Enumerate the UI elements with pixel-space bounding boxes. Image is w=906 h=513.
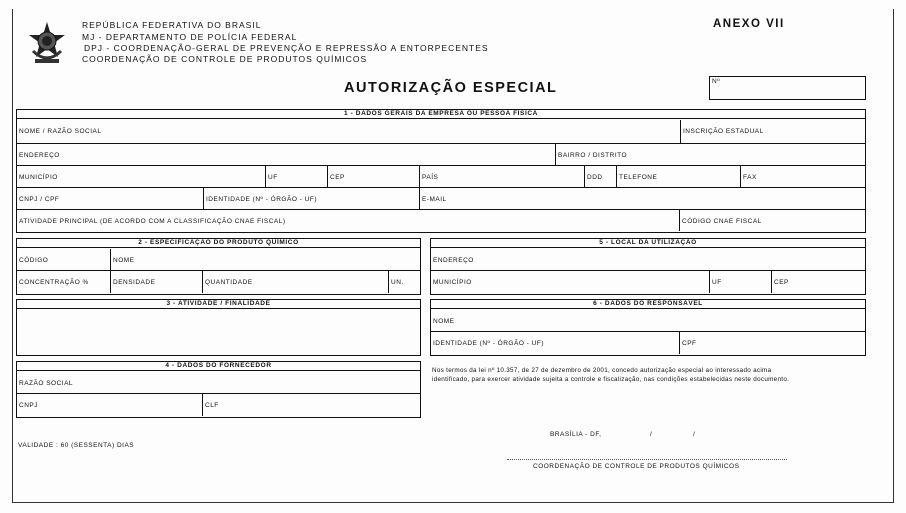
legal-text-line-1: Nos termos da lei nº 10.357, de 27 de dezembro de 2001, concedo autorização especial ao interessado acima bbox=[432, 367, 772, 374]
annex-label: ANEXO VII bbox=[713, 18, 785, 30]
signatory-label: COORDENAÇÃO DE CONTROLE DE PRODUTOS QUÍMICOS bbox=[533, 463, 740, 470]
field-cnpj-cpf[interactable]: CNPJ / CPF bbox=[19, 196, 60, 203]
field-endereco[interactable]: ENDEREÇO bbox=[19, 152, 60, 159]
field-ddd[interactable]: DDD bbox=[584, 166, 616, 187]
field-un[interactable]: UN. bbox=[388, 271, 420, 293]
field-nome-responsavel[interactable]: NOME bbox=[431, 310, 865, 332]
field-fax[interactable]: FAX bbox=[740, 166, 865, 187]
field-telefone[interactable]: TELEFONE bbox=[616, 166, 740, 187]
field-cep[interactable]: CEP bbox=[327, 166, 419, 187]
field-clf[interactable]: CLF bbox=[202, 394, 420, 416]
section-product bbox=[16, 238, 421, 295]
field-cnpj-fornecedor[interactable]: CNPJ bbox=[19, 402, 38, 409]
row-concentration bbox=[17, 271, 420, 293]
field-uf[interactable]: UF bbox=[265, 166, 327, 187]
row-product bbox=[17, 249, 420, 271]
legal-text-line-2: identificado, para exercer atividade sujeita a controle e fiscalização, nas condições estabelecidas neste documento. bbox=[432, 376, 790, 383]
field-concentracao[interactable]: CONCENTRAÇÃO % bbox=[19, 279, 89, 286]
field-uf-local[interactable]: UF bbox=[709, 271, 771, 293]
section-5-title: 5 - LOCAL DA UTILIZAÇÃO bbox=[431, 239, 865, 248]
section-supplier bbox=[16, 361, 421, 418]
section-activity bbox=[16, 299, 421, 356]
document-title: AUTORIZAÇÃO ESPECIAL bbox=[344, 80, 558, 96]
field-identidade-responsavel[interactable]: IDENTIDADE (Nº - ÓRGÃO - UF) bbox=[433, 340, 544, 347]
field-razao-social[interactable]: RAZÃO SOCIAL bbox=[17, 372, 420, 394]
row-name bbox=[17, 120, 865, 144]
date-slash-2: / bbox=[693, 431, 696, 438]
field-municipio-local[interactable]: MUNICÍPIO bbox=[433, 279, 472, 286]
header-line-2: MJ - DEPARTAMENTO DE POLÍCIA FEDERAL bbox=[82, 32, 298, 42]
row-location-city bbox=[431, 271, 865, 293]
section-2-title: 2 - ESPECIFICAÇÃO DO PRODUTO QUÍMICO bbox=[17, 239, 420, 248]
field-email[interactable]: E-MAIL bbox=[419, 188, 865, 209]
field-finalidade[interactable] bbox=[17, 310, 420, 354]
row-ids bbox=[17, 188, 865, 210]
field-bairro[interactable]: BAIRRO / DISTRITO bbox=[555, 144, 865, 165]
coat-of-arms-icon bbox=[27, 21, 67, 65]
field-municipio[interactable]: MUNICÍPIO bbox=[19, 174, 58, 181]
section-location bbox=[430, 238, 866, 295]
field-nome[interactable]: NOME / RAZÃO SOCIAL bbox=[19, 128, 102, 135]
field-nome-produto[interactable]: NOME bbox=[110, 249, 420, 270]
number-box[interactable] bbox=[709, 76, 866, 100]
section-company-data bbox=[16, 109, 866, 233]
field-codigo[interactable]: CÓDIGO bbox=[19, 257, 49, 264]
section-1-title: 1 - DADOS GERAIS DA EMPRESA OU PESSOA FÍSICA bbox=[17, 110, 865, 119]
place-date-label: BRASÍLIA - DF, bbox=[550, 431, 602, 438]
row-responsible-ids bbox=[431, 332, 865, 354]
field-inscricao[interactable]: INSCRIÇÃO ESTADUAL bbox=[680, 120, 865, 143]
row-address bbox=[17, 144, 865, 166]
row-activity bbox=[17, 210, 865, 231]
field-cnae[interactable]: CÓDIGO CNAE FISCAL bbox=[679, 210, 865, 231]
header-line-1: REPÚBLICA FEDERATIVA DO BRASIL bbox=[82, 20, 262, 30]
row-supplier-ids bbox=[17, 394, 420, 416]
field-identidade[interactable]: IDENTIDADE (Nº - ÓRGÃO - UF) bbox=[203, 188, 419, 209]
field-pais[interactable]: PAÍS bbox=[419, 166, 584, 187]
signature-line[interactable] bbox=[507, 459, 787, 460]
header-line-4: COORDENAÇÃO DE CONTROLE DE PRODUTOS QUÍMICOS bbox=[82, 54, 368, 64]
validity-label: VALIDADE : 60 (SESSENTA) DIAS bbox=[18, 442, 135, 449]
field-atividade[interactable]: ATIVIDADE PRINCIPAL (DE ACORDO COM A CLASSIFICAÇÃO CNAE FISCAL) bbox=[19, 218, 286, 225]
number-label: Nº bbox=[712, 78, 721, 85]
header-line-3: DPJ - COORDENAÇÃO-GERAL DE PREVENÇÃO E REPRESSÃO A ENTORPECENTES bbox=[84, 43, 489, 53]
field-quantidade[interactable]: QUANTIDADE bbox=[202, 271, 388, 293]
section-4-title: 4 - DADOS DO FORNECEDOR bbox=[17, 362, 420, 371]
date-slash-1: / bbox=[650, 431, 653, 438]
field-densidade[interactable]: DENSIDADE bbox=[110, 271, 202, 293]
row-city bbox=[17, 166, 865, 188]
section-responsible bbox=[430, 299, 866, 356]
section-6-title: 6 - DADOS DO RESPONSÁVEL bbox=[431, 300, 865, 309]
field-cep-local[interactable]: CEP bbox=[771, 271, 865, 293]
section-3-title: 3 - ATIVIDADE / FINALIDADE bbox=[17, 300, 420, 309]
field-endereco-local[interactable]: ENDEREÇO bbox=[431, 249, 865, 271]
field-cpf[interactable]: CPF bbox=[679, 332, 865, 354]
